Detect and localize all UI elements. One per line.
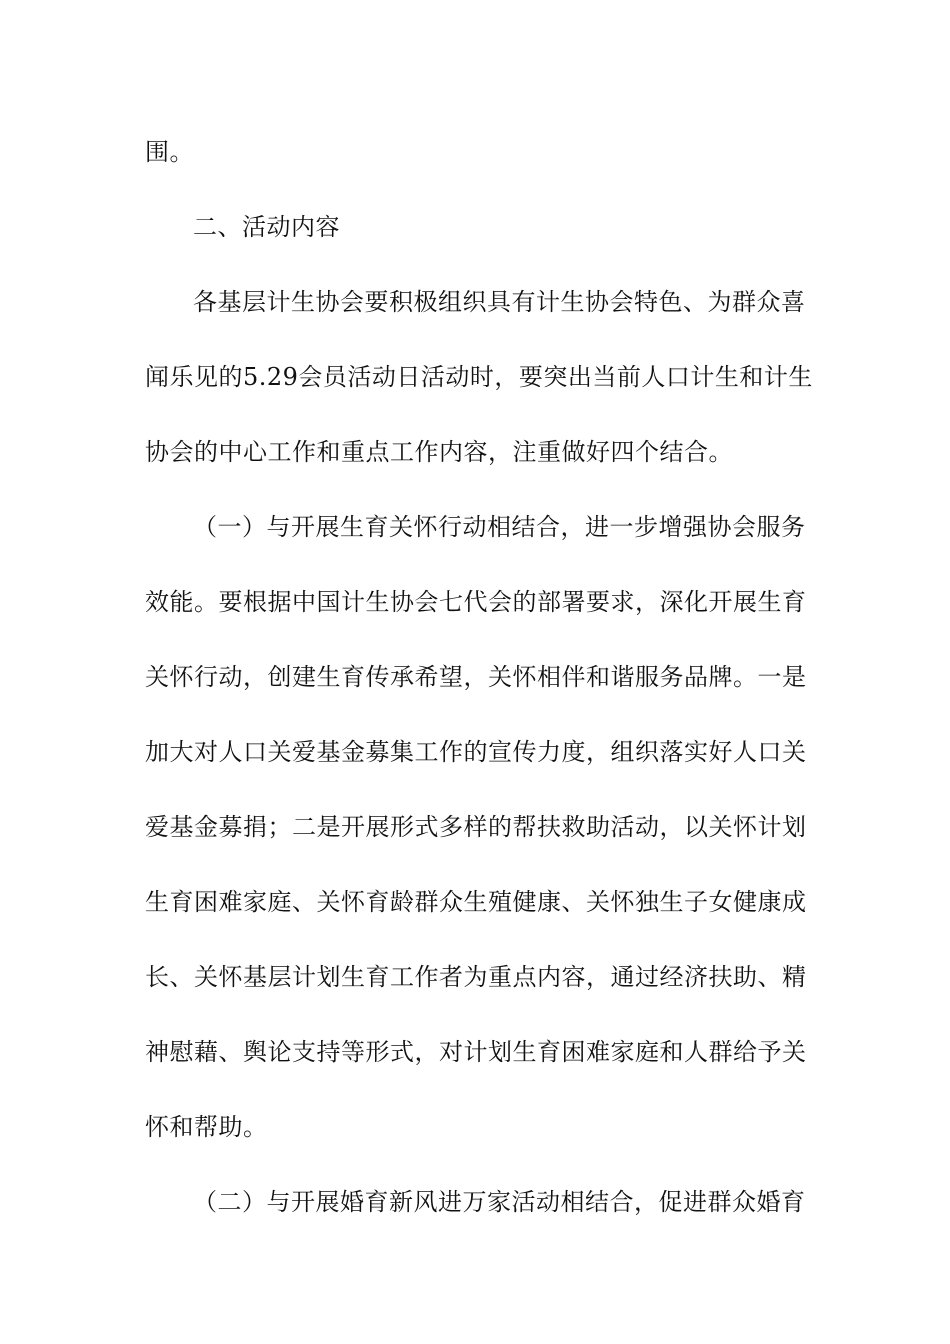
paragraph-line: 爱基金募捐；二是开展形式多样的帮扶救助活动，以关怀计划 (145, 813, 807, 841)
paragraph-line: 关怀行动，创建生育传承希望，关怀相伴和谐服务品牌。一是 (145, 663, 807, 691)
paragraph-line: 加大对人口关爱基金募集工作的宣传力度，组织落实好人口关 (145, 738, 807, 766)
paragraph-line: 神慰藉、舆论支持等形式，对计划生育困难家庭和人群给予关 (145, 1038, 807, 1066)
paragraph-line: 怀和帮助。 (145, 1113, 268, 1141)
subheading-line: （一）与开展生育关怀行动相结合，进一步增强协会服务 (193, 513, 806, 541)
subheading-line: （二）与开展婚育新风进万家活动相结合，促进群众婚育 (193, 1188, 806, 1216)
paragraph-line: 生育困难家庭、关怀育龄群众生殖健康、关怀独生子女健康成 (145, 888, 807, 916)
paragraph-continuation-line: 围。 (145, 138, 194, 166)
paragraph-line: 协会的中心工作和重点工作内容，注重做好四个结合。 (145, 438, 733, 466)
paragraph-line: 闻乐见的5.29会员活动日活动时，要突出当前人口计生和计生 (145, 363, 813, 391)
paragraph-line: 长、关怀基层计划生育工作者为重点内容，通过经济扶助、精 (145, 963, 807, 991)
section-heading: 二、活动内容 (193, 213, 340, 241)
paragraph-line: 效能。要根据中国计生协会七代会的部署要求，深化开展生育 (145, 588, 807, 616)
paragraph-line: 各基层计生协会要积极组织具有计生协会特色、为群众喜 (193, 288, 806, 316)
